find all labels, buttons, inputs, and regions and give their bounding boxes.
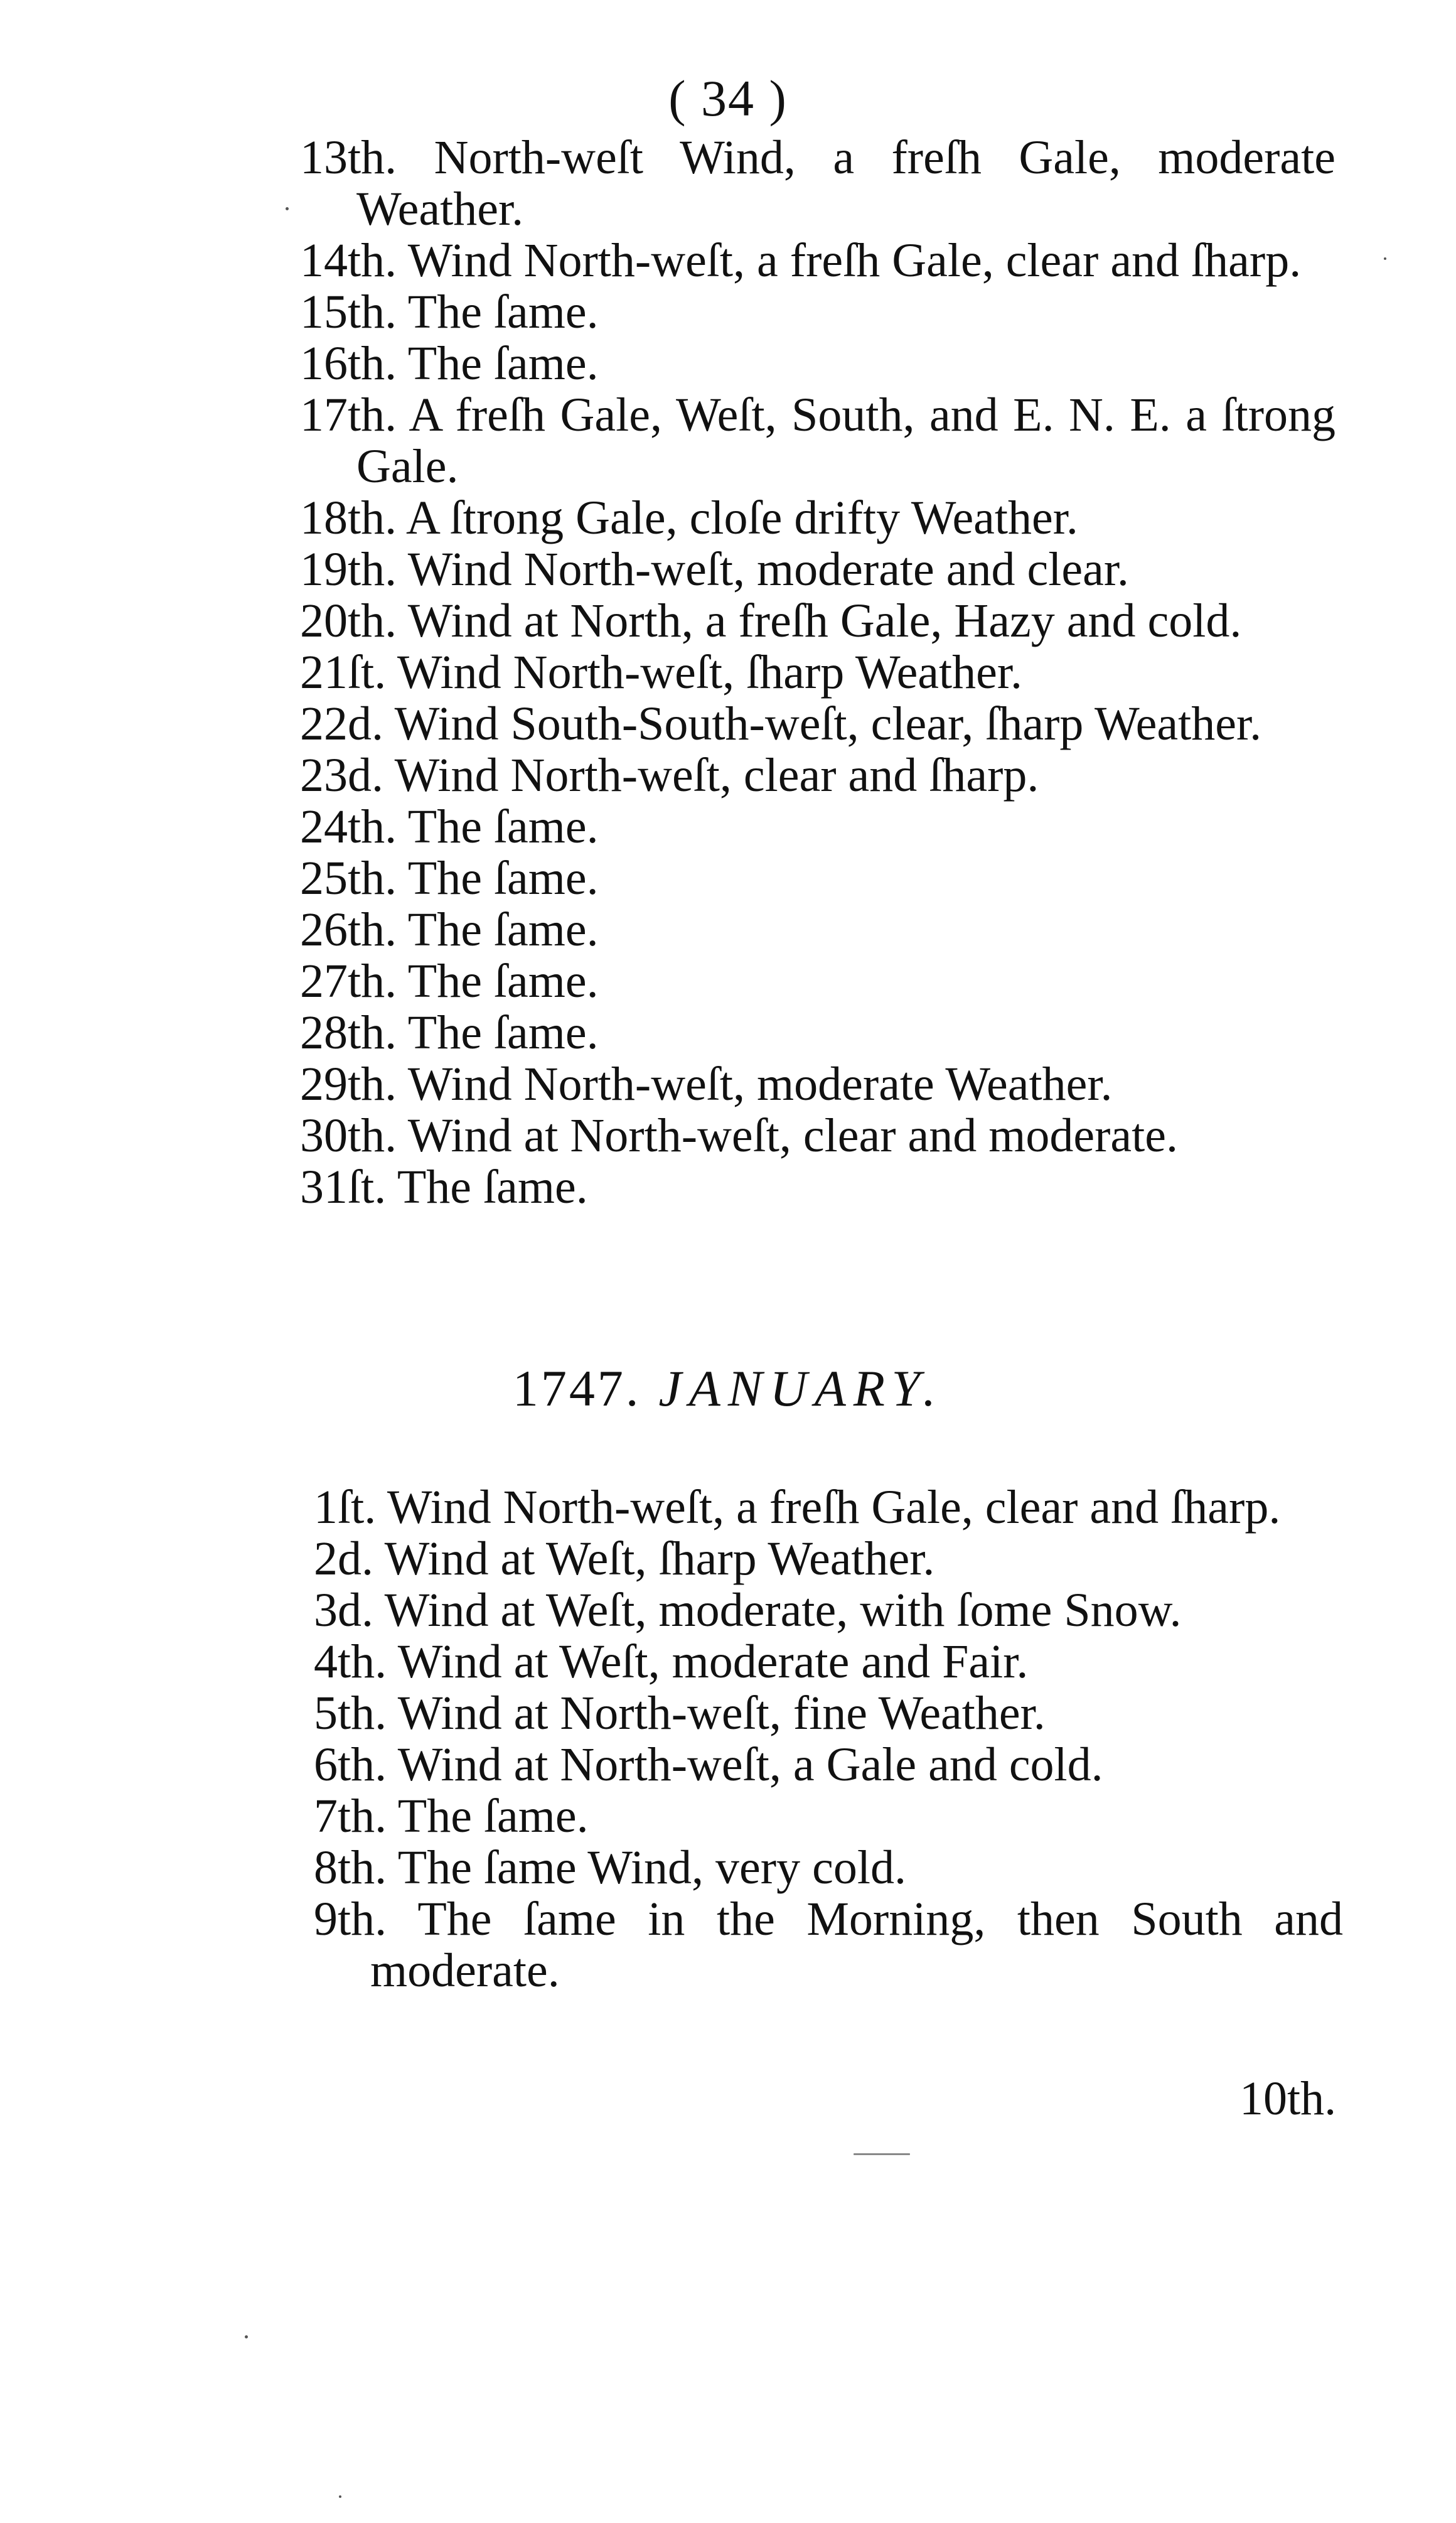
entry-day: 6th.: [314, 1738, 387, 1791]
journal-entry: [300, 286, 1336, 338]
journal-entry: [300, 853, 1336, 904]
entry-day: 30th.: [300, 1109, 397, 1162]
entry-day: 29th.: [300, 1058, 397, 1111]
ink-speck: [339, 2495, 341, 2498]
december-entries: [300, 132, 1336, 1213]
page-number: ( 34 ): [668, 70, 788, 127]
entry-day: 27th.: [300, 955, 397, 1008]
journal-entry: [300, 389, 1336, 492]
journal-entry: [300, 647, 1336, 698]
entry-text: North-weſt Wind, a freſh Gale, moderate Weather.: [356, 131, 1336, 235]
entry-day: 22d.: [300, 697, 383, 750]
entry-day: 28th.: [300, 1006, 397, 1059]
entry-day: 13th.: [300, 131, 397, 184]
entry-day: 16th.: [300, 337, 397, 390]
entry-day: 8th.: [314, 1841, 387, 1894]
entry-text: The ſame.: [397, 1161, 588, 1213]
entry-text: Wind North-weſt, ſharp Weather.: [397, 646, 1023, 699]
journal-entry: [300, 1161, 1336, 1213]
entry-day: 9th.: [314, 1893, 387, 1945]
journal-entry: [300, 801, 1336, 853]
entry-text: Wind North-weſt, clear and ſharp.: [394, 749, 1039, 802]
journal-entry: [314, 1533, 1343, 1584]
entry-day: 15th.: [300, 286, 397, 338]
entry-day: 7th.: [314, 1790, 387, 1842]
journal-entry: [300, 698, 1336, 750]
ink-speck: [1384, 257, 1386, 260]
ink-speck: [286, 207, 289, 210]
journal-entry: [300, 338, 1336, 389]
journal-entry: [300, 1110, 1336, 1161]
entry-day: 3d.: [314, 1584, 373, 1637]
heading-year: 1747.: [512, 1360, 641, 1417]
entry-text: Wind South-South-weſt, clear, ſharp Weather.: [394, 697, 1262, 750]
catchword: 10th.: [1239, 2072, 1337, 2125]
entry-text: Wind North-weſt, a freſh Gale, clear and ſharp.: [387, 1481, 1281, 1534]
journal-entry: [300, 955, 1336, 1007]
entry-text: Wind at Weſt, ſharp Weather.: [384, 1532, 935, 1585]
entry-text: The ſame.: [407, 852, 599, 905]
journal-entry: [314, 1739, 1343, 1790]
journal-entry: [300, 1007, 1336, 1058]
journal-entry: [314, 1482, 1343, 1533]
entry-text: Wind at North-weſt, a Gale and cold.: [397, 1738, 1103, 1791]
entry-day: 23d.: [300, 749, 383, 802]
entry-day: 19th.: [300, 543, 397, 596]
journal-entry: [314, 1893, 1343, 1996]
heading-month: JANUARY.: [658, 1360, 944, 1417]
entry-day: 2d.: [314, 1532, 373, 1585]
entry-day: 21ſt.: [300, 646, 387, 699]
entry-day: 4th.: [314, 1635, 387, 1688]
entry-text: Wind at Weſt, moderate and Fair.: [397, 1635, 1029, 1688]
entry-day: 5th.: [314, 1687, 387, 1740]
entry-day: 1ſt.: [314, 1481, 377, 1534]
entry-day: 31ſt.: [300, 1161, 387, 1213]
entry-text: The ſame.: [407, 337, 599, 390]
entry-text: The ſame in the Morning, then South and moderate.: [370, 1893, 1343, 1997]
journal-entry: [300, 750, 1336, 801]
entry-text: Wind at North, a freſh Gale, Hazy and cold.: [407, 594, 1242, 647]
entry-text: A ſtrong Gale, cloſe drifty Weather.: [405, 492, 1078, 544]
entry-text: Wind North-weſt, a freſh Gale, clear and ſharp.: [407, 234, 1302, 287]
journal-entry: [300, 492, 1336, 544]
entry-day: 26th.: [300, 903, 397, 956]
journal-entry: [314, 1842, 1343, 1893]
entry-day: 20th.: [300, 594, 397, 647]
journal-entry: [300, 132, 1336, 235]
journal-entry: [314, 1790, 1343, 1842]
ink-speck: [854, 2153, 910, 2155]
entry-text: The ſame.: [397, 1790, 589, 1842]
journal-entry: [300, 1058, 1336, 1110]
entry-text: The ſame.: [407, 1006, 599, 1059]
entry-day: 17th.: [300, 389, 397, 441]
entry-text: Wind at North-weſt, fine Weather.: [397, 1687, 1046, 1740]
entry-text: The ſame.: [407, 955, 599, 1008]
journal-entry: [314, 1584, 1343, 1636]
journal-entry: [300, 904, 1336, 955]
journal-entry: [300, 595, 1336, 647]
entry-day: 25th.: [300, 852, 397, 905]
january-entries: [314, 1482, 1343, 1996]
entry-text: The ſame.: [407, 903, 599, 956]
journal-entry: [300, 544, 1336, 595]
entry-day: 18th.: [300, 492, 397, 544]
entry-text: The ſame.: [407, 800, 599, 853]
entry-text: Wind at North-weſt, clear and moderate.: [407, 1109, 1178, 1162]
journal-entry: [314, 1687, 1343, 1739]
ink-speck: [245, 2335, 248, 2338]
journal-entry: [300, 235, 1336, 286]
entry-text: Wind at Weſt, moderate, with ſome Snow.: [384, 1584, 1182, 1637]
entry-text: A freſh Gale, Weſt, South, and E. N. E. a ſtrong Gale.: [356, 389, 1336, 493]
entry-text: The ſame.: [407, 286, 599, 338]
entry-day: 24th.: [300, 800, 397, 853]
section-heading: [0, 1359, 1456, 1418]
entry-text: Wind North-weſt, moderate and clear.: [407, 543, 1129, 596]
entry-text: Wind North-weſt, moderate Weather.: [407, 1058, 1113, 1111]
journal-entry: [314, 1636, 1343, 1687]
entry-day: 14th.: [300, 234, 397, 287]
entry-text: The ſame Wind, very cold.: [397, 1841, 906, 1894]
